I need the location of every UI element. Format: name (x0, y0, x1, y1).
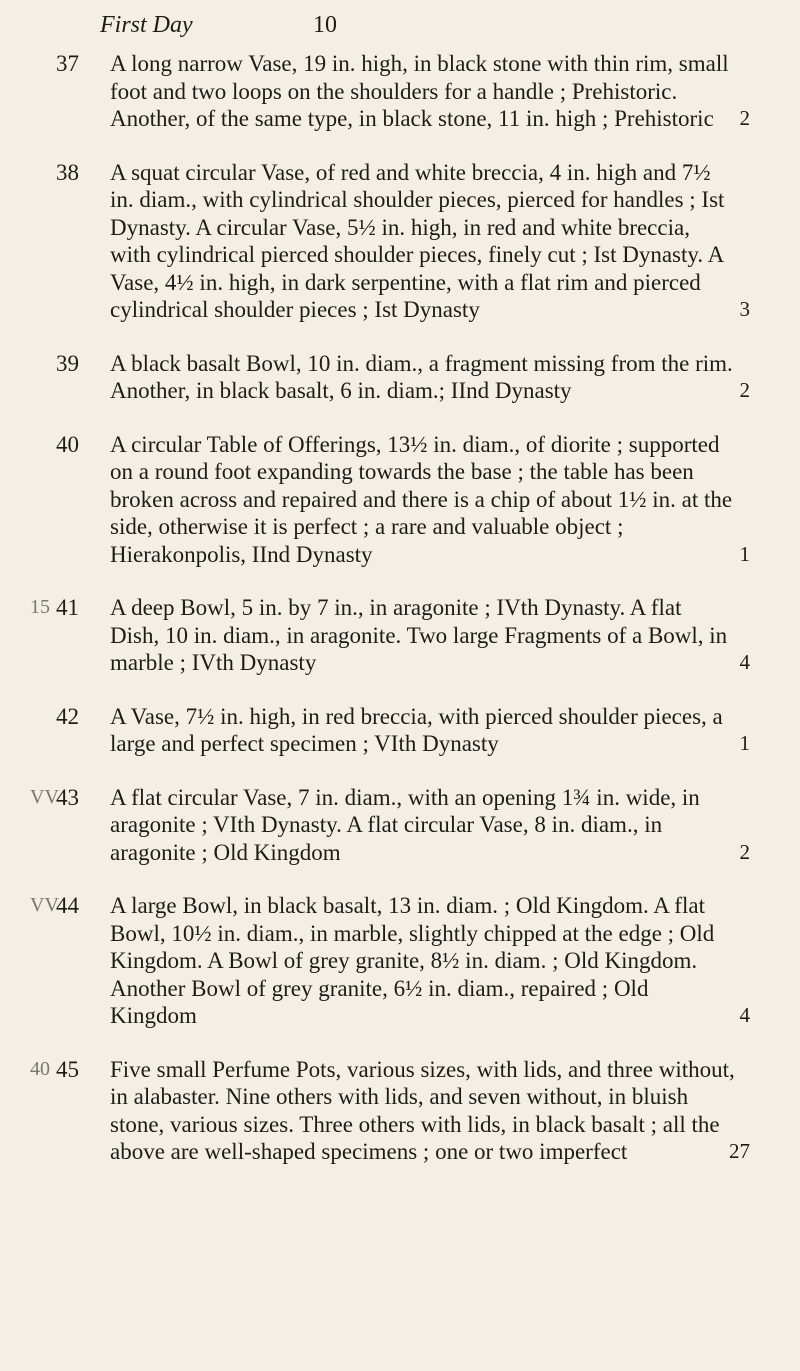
lot-count: 2 (739, 839, 750, 864)
lot-count: 4 (739, 1003, 750, 1027)
lot-41 (30, 594, 750, 677)
lot-number: 38 (56, 159, 79, 185)
margin-annotation: 15 (30, 596, 50, 618)
lot-description: A Vase, 7½ in. high, in red breccia, with pierced shoulder pieces, a large and perfect specimen ; VIth Dynasty (110, 703, 723, 756)
lot-description: A black basalt Bowl, 10 in. diam., a fragment missing from the rim. Another, in black basalt, 6 in. diam.; IInd Dynasty (110, 350, 733, 403)
lot-list (0, 50, 800, 1192)
lot-37 (56, 50, 750, 133)
lot-count: 1 (739, 541, 750, 566)
margin-annotation: VV (30, 894, 59, 916)
running-head: First Day (100, 12, 193, 38)
lot-description: A long narrow Vase, 19 in. high, in black stone with thin rim, small foot and two loops on the shoulders for a handle ; Prehistoric. Another, of the same type, in black stone, 11 in. high ; Prehistoric (110, 51, 729, 131)
page-number: 10 (313, 12, 337, 38)
lot-description: Five small Perfume Pots, various sizes, with lids, and three without, in alabaster. Nine others with lids, and seven without, in bluish stone, various sizes. Three others with lids, in black basalt ; all the above are well-shaped specimens ; one or two imperfect (110, 1056, 735, 1164)
lot-number: 45 (56, 1056, 79, 1082)
lot-description: A flat circular Vase, 7 in. diam., with an opening 1¾ in. wide, in aragonite ; VIth Dynasty. A flat circular Vase, 8 in. diam., in aragonite ; Old Kingdom (110, 784, 700, 865)
lot-number: 43 (56, 784, 79, 810)
lot-count: 1 (739, 731, 750, 755)
lot-count: 2 (739, 106, 750, 130)
lot-40 (56, 431, 750, 569)
lot-number: 40 (56, 431, 79, 457)
margin-annotation: 40 (30, 1057, 50, 1080)
lot-39 (56, 350, 750, 405)
lot-number: 41 (56, 595, 79, 620)
lot-number: 42 (56, 703, 79, 729)
lot-number: 39 (56, 350, 79, 376)
lot-description: A deep Bowl, 5 in. by 7 in., in aragonite ; IVth Dynasty. A flat Dish, 10 in. diam., in aragonite. Two large Fragments of a Bowl, in marble ; IVth Dynasty (110, 595, 728, 675)
margin-annotation: VV (30, 785, 59, 808)
lot-44 (30, 892, 750, 1030)
lot-description: A circular Table of Offerings, 13½ in. diam., of diorite ; supported on a round foot expanding towards the base ; the table has been broken across and repaired and there is a chip of about 1½ in. at the side, otherwise it is perfect ; a rare and valuable object ; Hierakonpolis, IInd Dynasty (110, 431, 733, 567)
lot-description: A large Bowl, in black basalt, 13 in. diam. ; Old Kingdom. A flat Bowl, 10½ in. diam., in marble, slightly chipped at the edge ; Old Kingdom. A Bowl of grey granite, 8½ in. diam. ; Old Kingdom. Another Bowl of grey granite, 6½ in. diam., repaired ; Old Kingdom (110, 893, 715, 1028)
lot-description: A squat circular Vase, of red and white breccia, 4 in. high and 7½ in. diam., with cylindrical shoulder pieces, pierced for handles ; Ist Dynasty. A circular Vase, 5½ in. high, in red and white breccia, with cylindrical pierced shoulder pieces, finely cut ; Ist Dynasty. A Vase, 4½ in. high, in dark serpentine, with a flat rim and pierced cylindrical shoulder pieces ; Ist Dynasty (110, 159, 725, 322)
lot-count: 2 (739, 378, 750, 402)
lot-38 (56, 159, 750, 324)
lot-number: 44 (56, 893, 79, 918)
lot-42 (56, 703, 750, 758)
lot-count: 4 (739, 650, 750, 674)
lot-number: 37 (56, 51, 79, 76)
lot-count: 3 (739, 297, 750, 321)
lot-count: 27 (729, 1139, 750, 1163)
lot-43 (30, 784, 750, 867)
page-header (60, 6, 740, 42)
lot-45 (30, 1056, 750, 1166)
